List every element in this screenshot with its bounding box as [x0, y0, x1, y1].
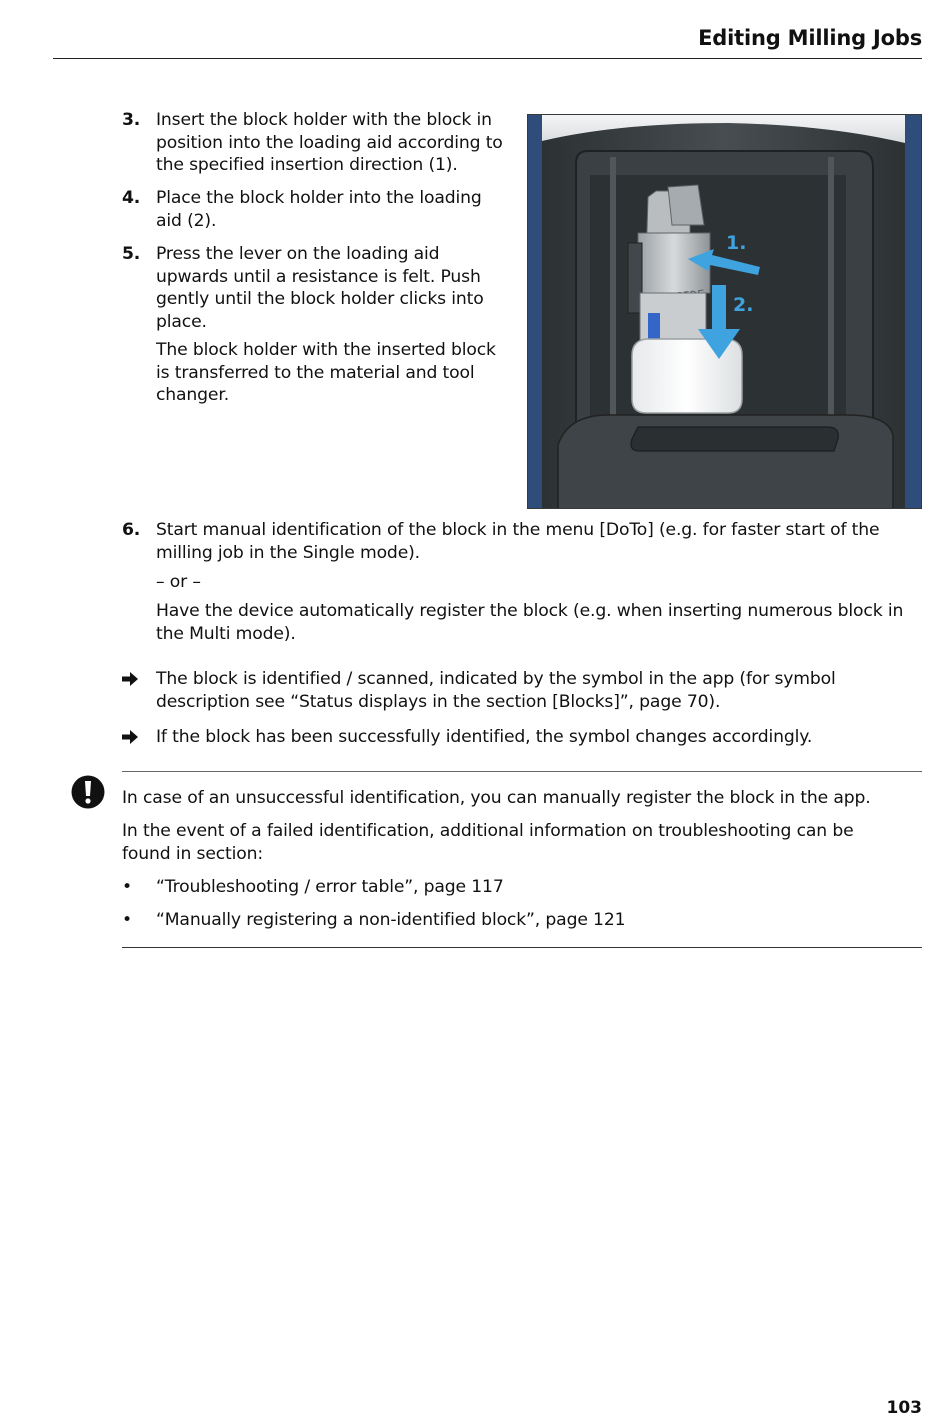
step-text: Start manual identification of the block in the menu [DoTo] (e.g. for faster start of the milling job in the Single mode). — [156, 520, 880, 563]
figure-label-1: 1. — [726, 232, 747, 254]
figure-label-2: 2. — [733, 294, 754, 316]
arrow-right-icon — [122, 730, 138, 744]
note-link-manual-register[interactable]: “Manually registering a non-identified block”, page 121 — [156, 910, 626, 930]
step-number: 6. — [122, 520, 141, 540]
step-number: 4. — [122, 188, 141, 208]
step-5-result: The block holder with the inserted block is transferred to the material and tool changer. — [156, 340, 496, 406]
exclamation-icon — [71, 775, 105, 809]
loading-aid-drawing — [528, 115, 922, 509]
step-text: Place the block holder into the loading aid (2). — [156, 188, 482, 231]
result-text: If the block has been successfully identified, the symbol changes accordingly. — [156, 727, 813, 747]
step-number: 3. — [122, 110, 141, 130]
note-paragraph-2: In the event of a failed identification, additional information on troubleshooting can be found in section: — [122, 821, 854, 864]
note-paragraph-1: In case of an unsuccessful identification, you can manually register the block in the app. — [122, 788, 871, 808]
step-6-or: – or – — [156, 572, 201, 592]
result-text: The block is identified / scanned, indicated by the symbol in the app (for symbol description see “Status displays in the section [Blocks]”, page 70). — [156, 669, 836, 712]
step-number: 5. — [122, 244, 141, 264]
note-bottom-divider — [122, 947, 922, 948]
step-text: Press the lever on the loading aid upwards until a resistance is felt. Push gently until the block holder clicks into place. — [156, 244, 484, 332]
page-number: 103 — [886, 1398, 922, 1418]
note-top-divider — [122, 771, 922, 772]
arrow-right-icon — [122, 672, 138, 686]
step-text: Insert the block holder with the block in position into the loading aid according to the specified insertion direction (1). — [156, 110, 503, 176]
header-divider — [53, 58, 922, 59]
step-6-alternative: Have the device automatically register the block (e.g. when inserting numerous block in the Multi mode). — [156, 601, 904, 644]
loading-aid-illustration — [527, 114, 922, 509]
page-header-title: Editing Milling Jobs — [698, 26, 922, 50]
note-link-troubleshooting[interactable]: “Troubleshooting / error table”, page 117 — [156, 877, 504, 897]
bullet-dot: • — [122, 910, 132, 930]
bullet-dot: • — [122, 877, 132, 897]
